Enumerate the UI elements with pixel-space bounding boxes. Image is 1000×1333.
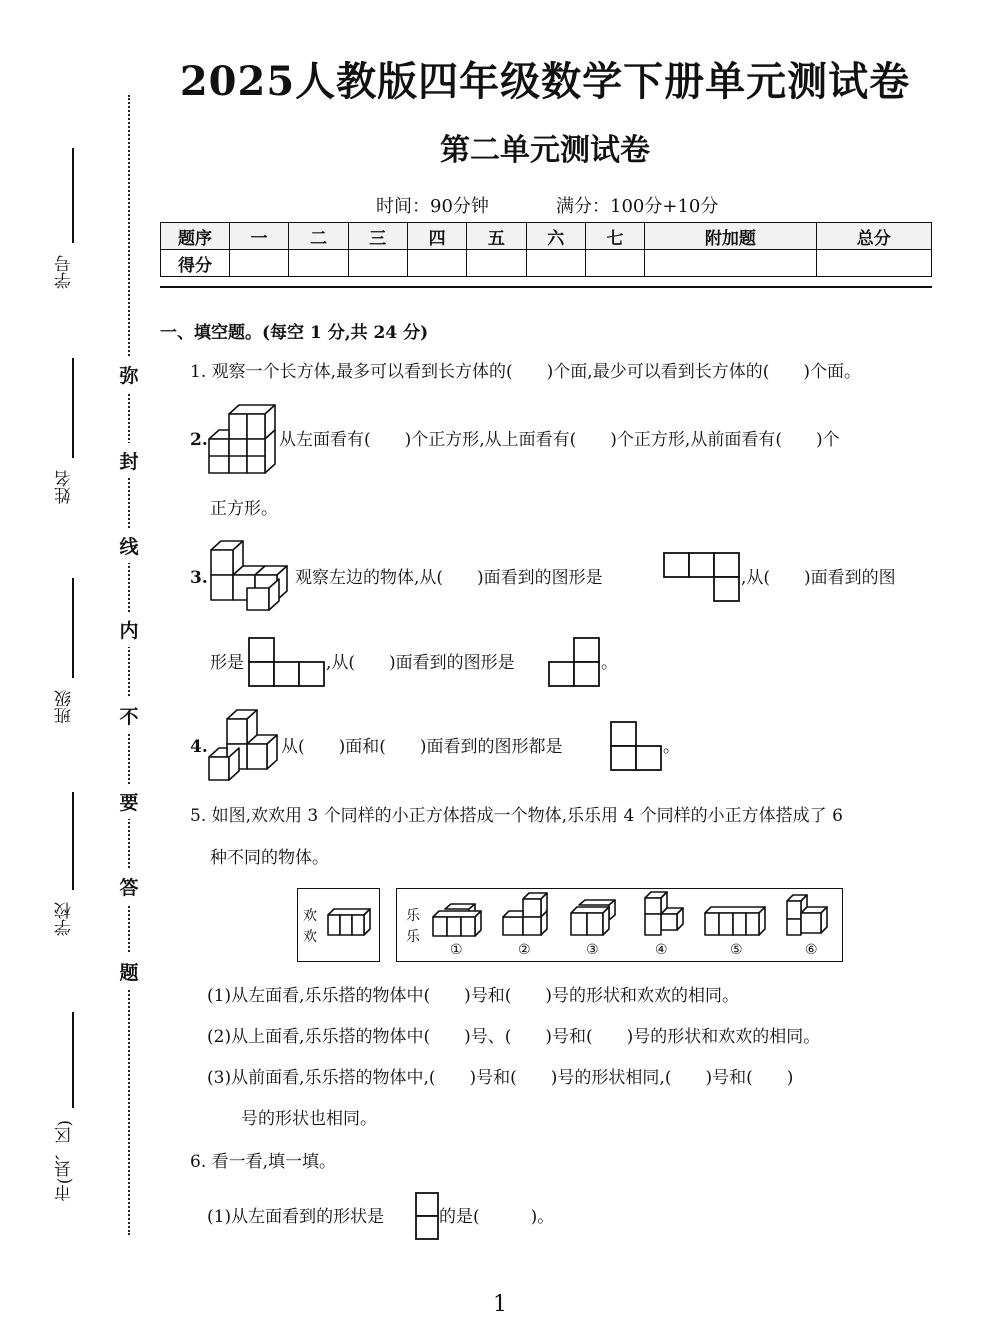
question-3-text: 观察左边的物体,从( )面看到的图形是 <box>295 568 603 588</box>
question-6: 6. 看一看,填一填。 <box>190 1152 337 1172</box>
lele-label-2: 乐 <box>406 929 420 945</box>
district-line[interactable] <box>72 1012 74 1108</box>
question-1: 1. 观察一个长方体,最多可以看到长方体的( )个面,最少可以看到长方体的( )个面。 <box>190 362 861 382</box>
question-5-2: (2)从上面看,乐乐搭的物体中( )号、( )号和( )号的形状和欢欢的相同。 <box>207 1027 821 1047</box>
lele-label-num: ④ <box>655 942 668 958</box>
seal-char: 内 <box>116 612 142 647</box>
lele-shape-1-icon <box>431 903 487 937</box>
score-table-score-row <box>161 250 932 277</box>
score-table-cell: 附加题 <box>645 223 816 250</box>
score-table-cell: 二 <box>289 223 348 250</box>
question-5-3-cont: 号的形状也相同。 <box>241 1109 377 1129</box>
q3-shape-a-icon <box>663 552 741 602</box>
score-table-cell: 三 <box>348 223 407 250</box>
seal-char: 线 <box>116 528 142 563</box>
class-label: 班级 <box>55 690 75 724</box>
score-table-cell: 五 <box>467 223 526 250</box>
page-title: 2025人教版四年级数学下册单元测试卷 <box>179 58 911 105</box>
question-3-number: 3. <box>190 568 208 588</box>
page-number: 1 <box>493 1292 507 1317</box>
score-table <box>160 222 932 277</box>
header-divider <box>160 286 932 288</box>
q4-shape-icon <box>610 721 663 771</box>
seal-char: 答 <box>116 869 142 904</box>
page-subtitle: 第二单元测试卷 <box>440 133 650 168</box>
score-input-cell[interactable] <box>407 250 466 277</box>
question-2-text: 从左面看有( )个正方形,从上面看有( )个正方形,从前面看有( )个 <box>279 430 840 450</box>
question-2-number: 2. <box>190 430 208 450</box>
school-label: 学校 <box>55 902 75 936</box>
section-title: 一、填空题。(每空 1 分,共 24 分) <box>160 323 429 343</box>
score-table-cell: 题序 <box>161 223 230 250</box>
score-input-cell[interactable] <box>645 250 816 277</box>
q2-cubes-icon <box>207 402 279 478</box>
q3-cubes-icon <box>207 538 295 614</box>
q6-shape-icon <box>415 1192 439 1240</box>
huanhuan-label-2: 欢 <box>303 929 317 945</box>
score-table-header-row <box>161 223 932 250</box>
seal-dotted-line <box>128 95 130 1235</box>
question-6-1-cont: 的是( )。 <box>439 1207 555 1227</box>
student-id-label: 学号 <box>55 255 75 289</box>
lele-shape-3-icon <box>569 899 619 937</box>
question-2-text-cont: 正方形。 <box>210 499 278 519</box>
question-5-3: (3)从前面看,乐乐搭的物体中,( )号和( )号的形状相同,( )号和( ) <box>207 1068 794 1088</box>
score-table-cell: 四 <box>407 223 466 250</box>
exam-time: 时间：90分钟 <box>376 196 489 217</box>
name-line[interactable] <box>72 358 74 458</box>
lele-label-num: ⑥ <box>805 942 818 958</box>
lele-shape-4-icon <box>637 891 689 937</box>
score-table-cell: 总分 <box>816 223 931 250</box>
score-input-cell[interactable] <box>289 250 348 277</box>
seal-char: 弥 <box>116 357 142 392</box>
huanhuan-box <box>297 888 380 962</box>
lele-label-num: ① <box>450 942 463 958</box>
seal-char: 题 <box>116 954 142 989</box>
lele-shape-6-icon <box>785 893 833 937</box>
score-table-cell: 七 <box>585 223 644 250</box>
score-input-cell[interactable] <box>816 250 931 277</box>
school-line[interactable] <box>72 792 74 890</box>
score-input-cell[interactable] <box>585 250 644 277</box>
question-3-text-e: 。 <box>601 653 618 673</box>
lele-box <box>396 888 843 962</box>
name-label: 姓名 <box>55 470 75 504</box>
score-input-cell[interactable] <box>348 250 407 277</box>
score-input-cell[interactable] <box>467 250 526 277</box>
question-5-1: (1)从左面看,乐乐搭的物体中( )号和( )号的形状和欢欢的相同。 <box>207 986 740 1006</box>
score-table-cell: 一 <box>230 223 289 250</box>
lele-shape-2-icon <box>501 891 551 937</box>
question-6-1: (1)从左面看到的形状是 <box>207 1207 385 1227</box>
lele-label-num: ⑤ <box>730 942 743 958</box>
lele-label-1: 乐 <box>406 908 420 924</box>
huanhuan-cubes-icon <box>326 907 374 937</box>
question-3-text-d: ,从( )面看到的图形是 <box>326 653 515 673</box>
question-3-text-c: 形是 <box>210 653 244 673</box>
lele-shape-5-icon <box>703 903 767 937</box>
question-4-text-b: 。 <box>663 737 680 757</box>
q4-cubes-icon <box>207 707 281 783</box>
score-input-cell[interactable] <box>230 250 289 277</box>
seal-char: 不 <box>116 698 142 733</box>
question-4-text: 从( )面和( )面看到的图形都是 <box>281 737 563 757</box>
seal-char: 要 <box>116 784 142 819</box>
score-input-cell[interactable] <box>526 250 585 277</box>
district-label: 市(县、区) <box>55 1120 75 1202</box>
lele-label-num: ② <box>518 942 531 958</box>
question-4-number: 4. <box>190 737 208 757</box>
class-line[interactable] <box>72 578 74 678</box>
question-5-cont: 种不同的物体。 <box>210 848 329 868</box>
question-3-text-b: ,从( )面看到的图 <box>741 568 896 588</box>
exam-full-score: 满分：100分+10分 <box>556 196 719 217</box>
q3-shape-b-icon <box>248 637 326 687</box>
question-5: 5. 如图,欢欢用 3 个同样的小正方体搭成一个物体,乐乐用 4 个同样的小正方体搭成了 6 <box>190 806 843 826</box>
huanhuan-label-1: 欢 <box>303 908 317 924</box>
lele-label-num: ③ <box>586 942 599 958</box>
seal-char: 封 <box>116 443 142 478</box>
q3-shape-c-icon <box>548 637 601 687</box>
score-row-label: 得分 <box>161 250 230 277</box>
score-table-cell: 六 <box>526 223 585 250</box>
